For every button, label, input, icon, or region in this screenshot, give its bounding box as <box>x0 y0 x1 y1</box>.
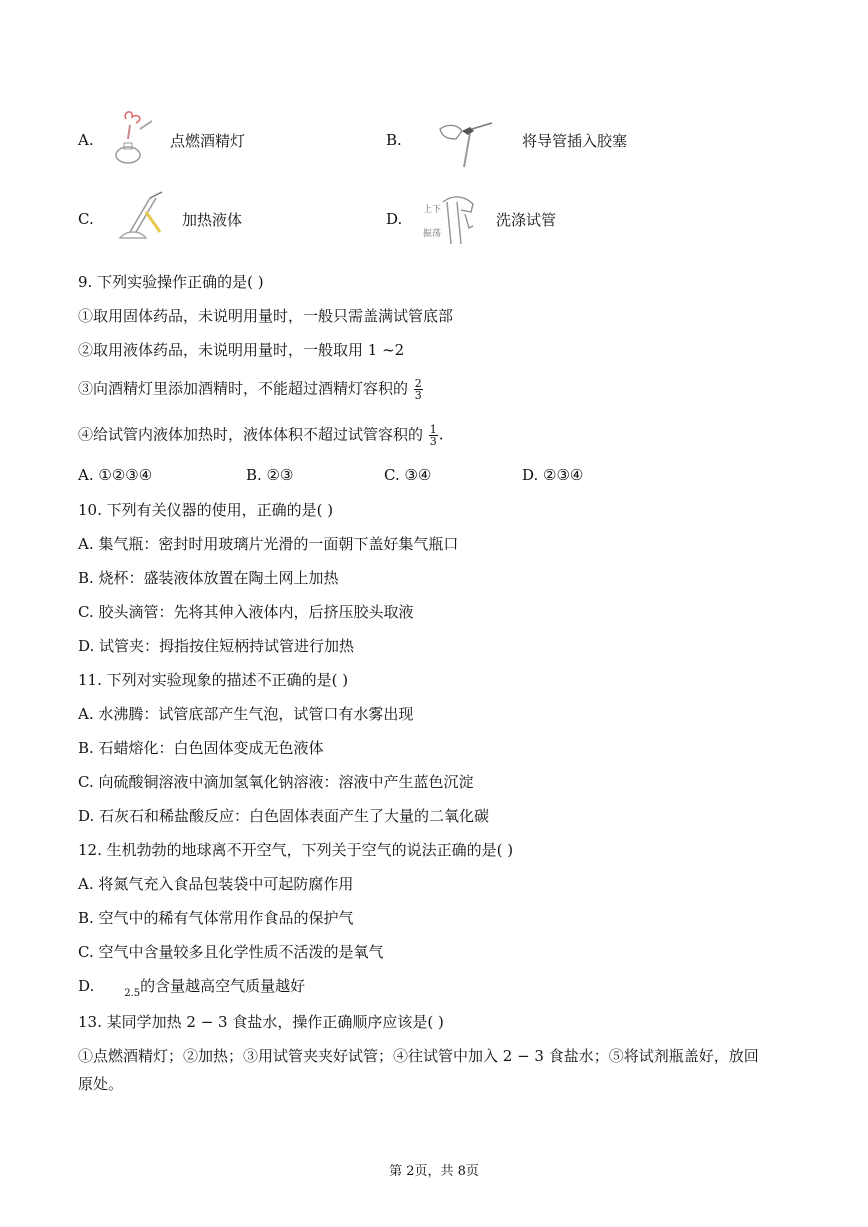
q9-statement-2: ②取用液体药品，未说明用量时，一般取用 1 ~2 <box>78 341 405 359</box>
q9-stem: 9. 下列实验操作正确的是( ) <box>78 273 264 291</box>
q9-statement-3 <box>78 378 424 401</box>
image-caption-1: 上下 <box>423 205 442 215</box>
option-letter: A. <box>78 131 94 149</box>
option-letter: D. <box>78 977 95 995</box>
q8-options-row-1 <box>78 105 798 175</box>
q10-option-d: D. 试管夹：拇指按住短柄持试管进行加热 <box>78 637 355 655</box>
q10-option-c: C. 胶头滴管：先将其伸入液体内，后挤压胶头取液 <box>78 603 414 621</box>
option-text: 洗涤试管 <box>496 210 557 229</box>
fraction: $\frac{1}{3}$ <box>429 423 437 448</box>
q9-choice-c: C. ③④ <box>384 466 432 484</box>
q11-option-c: C. 向硫酸铜溶液中滴加氢氧化钠溶液：溶液中产生蓝色沉淀 <box>78 773 474 791</box>
option-letter: C. <box>78 210 94 228</box>
q8-option-a <box>78 105 245 175</box>
q8-option-b <box>386 105 627 175</box>
q12-option-c: C. 空气中含量较多且化学性质不活泼的是氧气 <box>78 943 384 961</box>
q8-options-row-2 <box>78 184 798 254</box>
option-text: 的含量越高空气质量越好 <box>140 977 306 995</box>
q10-option-b: B. 烧杯：盛装液体放置在陶土网上加热 <box>78 569 339 587</box>
option-text: 加热液体 <box>182 210 243 229</box>
q13-steps-line-1: ①点燃酒精灯；②加热；③用试管夹夹好试管；④往试管中加入 2 − 3 食盐水；⑤将试剂瓶盖好，放回 <box>78 1047 759 1065</box>
washing-test-tube-icon <box>412 188 490 250</box>
q9-statement-4: ④给试管内液体加热时，液体体积不超过试管容积的 $\frac{1}{3}$ . <box>78 423 444 448</box>
q8-option-d <box>386 184 556 254</box>
q13-stem: 13. 某同学加热 2 − 3 食盐水，操作正确顺序应该是( ) <box>78 1013 444 1031</box>
q9-statement-4-text: ④给试管内液体加热时，液体体积不超过试管容积的 <box>78 425 424 444</box>
q8-option-c <box>78 184 242 254</box>
option-text: 将导管插入胶塞 <box>522 131 628 150</box>
q10-stem: 10. 下列有关仪器的使用，正确的是( ) <box>78 501 334 519</box>
image-caption-2: 振荡 <box>423 229 442 239</box>
tube-into-stopper-icon <box>412 109 516 171</box>
q13-steps-line-2: 原处。 <box>78 1075 124 1093</box>
q9-choice-d: D. ②③④ <box>522 466 584 484</box>
q11-option-a: A. 水沸腾：试管底部产生气泡，试管口有水雾出现 <box>78 705 414 723</box>
q9-statement-1: ①取用固体药品，未说明用量时，一般只需盖满试管底部 <box>78 307 454 325</box>
q10-option-a: A. 集气瓶：密封时用玻璃片光滑的一面朝下盖好集气瓶口 <box>78 535 459 553</box>
fraction: $\frac{2}{3}$ <box>414 377 422 402</box>
option-letter: D. <box>386 210 403 228</box>
q12-option-d <box>78 976 305 999</box>
option-letter: B. <box>386 131 402 149</box>
option-text: 点燃酒精灯 <box>170 131 246 150</box>
q11-option-d: D. 石灰石和稀盐酸反应：白色固体表面产生了大量的二氧化碳 <box>78 807 490 825</box>
q12-option-b: B. 空气中的稀有气体常用作食品的保护气 <box>78 909 354 927</box>
heating-liquid-icon <box>104 188 176 250</box>
q12-stem: 12. 生机勃勃的地球离不开空气，下列关于空气的说法正确的是( ) <box>78 841 514 859</box>
q9-choice-b: B. ②③ <box>246 466 294 484</box>
q12-option-a: A. 将氮气充入食品包装袋中可起防腐作用 <box>78 875 354 893</box>
alcohol-lamp-lighting-icon <box>104 109 164 171</box>
subscript: 2.5 <box>124 988 141 999</box>
q11-option-b: B. 石蜡熔化：白色固体变成无色液体 <box>78 739 324 757</box>
q9-statement-3-text: ③向酒精灯里添加酒精时，不能超过酒精灯容积的 <box>78 379 409 398</box>
q9-choice-a: A. ①②③④ <box>78 466 153 484</box>
page-footer: 第 2页，共 8页 <box>389 1164 479 1179</box>
q9-choices <box>78 466 678 486</box>
q11-stem: 11. 下列对实验现象的描述不正确的是( ) <box>78 671 349 689</box>
